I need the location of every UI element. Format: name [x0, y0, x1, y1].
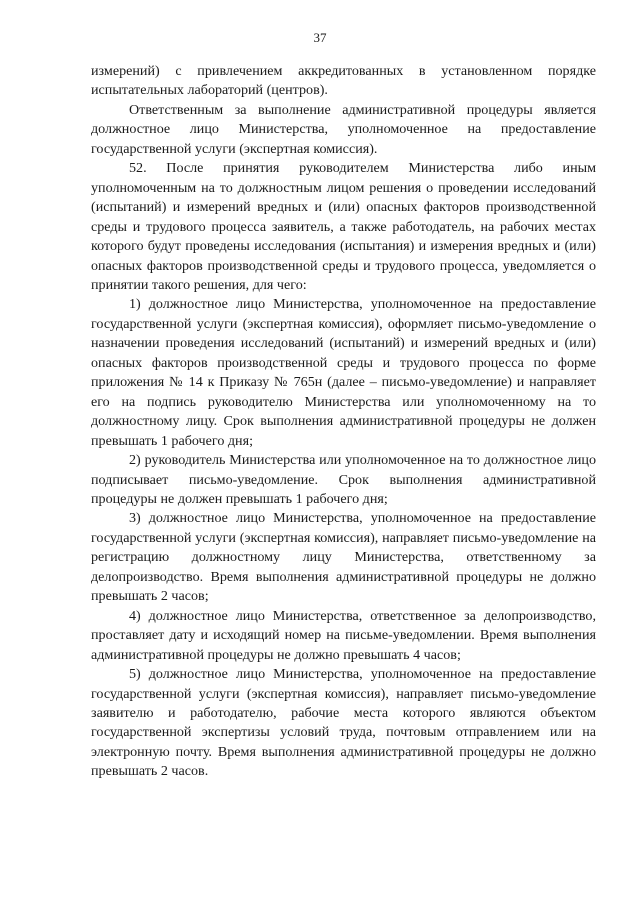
paragraph-clause-52: 52. После принятия руководителем Министерства либо иным уполномоченным на то должностным лицом решения о проведении исследований (испытаний) и измерений вредных и (или) опасных факторов производственной среды и трудового процесса заявитель, а также работодатель, на рабочих местах которого будут проведены исследования (испытания) и измерения вредных и (или) опасных факторов производственной среды и трудового процесса, уведомляется о принятии такого решения, для чего: [91, 160, 596, 293]
list-item-3: 3) должностное лицо Министерства, уполномоченное на предоставление государственной услуги (экспертная комиссия), направляет письмо-уведомление на регистрацию должностному лицу Министерства, ответственному за делопроизводство. Время выполнения административной процедуры не должно превышать 2 часов; [91, 510, 596, 605]
list-item-1: 1) должностное лицо Министерства, уполномоченное на предоставление государственной услуги (экспертная комиссия), оформляет письмо-уведомление о назначении проведения исследований (испытаний) и измерений вредных и (или) опасных факторов производственной среды и трудового процесса по форме приложения № 14 к Приказу № 765н (далее – письмо-уведомление) и направляет его на подпись руководителю Министерства или уполномоченному на то должностному лицу. Срок выполнения административной процедуры не должен превышать 1 рабочего дня; [91, 296, 596, 449]
list-item-5: 5) должностное лицо Министерства, уполномоченное на предоставление государственной услуги (экспертная комиссия), направляет письмо-уведомление заявителю и работодателю, рабочие места которого являются объектом государственной экспертизы условий труда, почтовым отправлением или на электронную почту. Время выполнения административной процедуры не должно превышать 2 часов. [91, 666, 596, 780]
list-item-4: 4) должностное лицо Министерства, ответственное за делопроизводство, проставляет дату и исходящий номер на письме-уведомлении. Время выполнения административной процедуры не должно превышать 4 часов; [91, 607, 596, 663]
page-number: 37 [313, 30, 327, 45]
list-item-2: 2) руководитель Министерства или уполномоченное на то должностное лицо подписывает письмо-уведомление. Срок выполнения административной процедуры не должен превышать 1 рабочего дня; [91, 452, 596, 507]
paragraph-continuation: измерений) с привлечением аккредитованных в установленном порядке испытательных лабораторий (центров). [91, 63, 596, 99]
paragraph-responsible: Ответственным за выполнение административной процедуры является должностное лицо Министерства, уполномоченное на предоставление государственной услуги (экспертная комиссия). [91, 101, 596, 157]
document-body [91, 62, 596, 782]
